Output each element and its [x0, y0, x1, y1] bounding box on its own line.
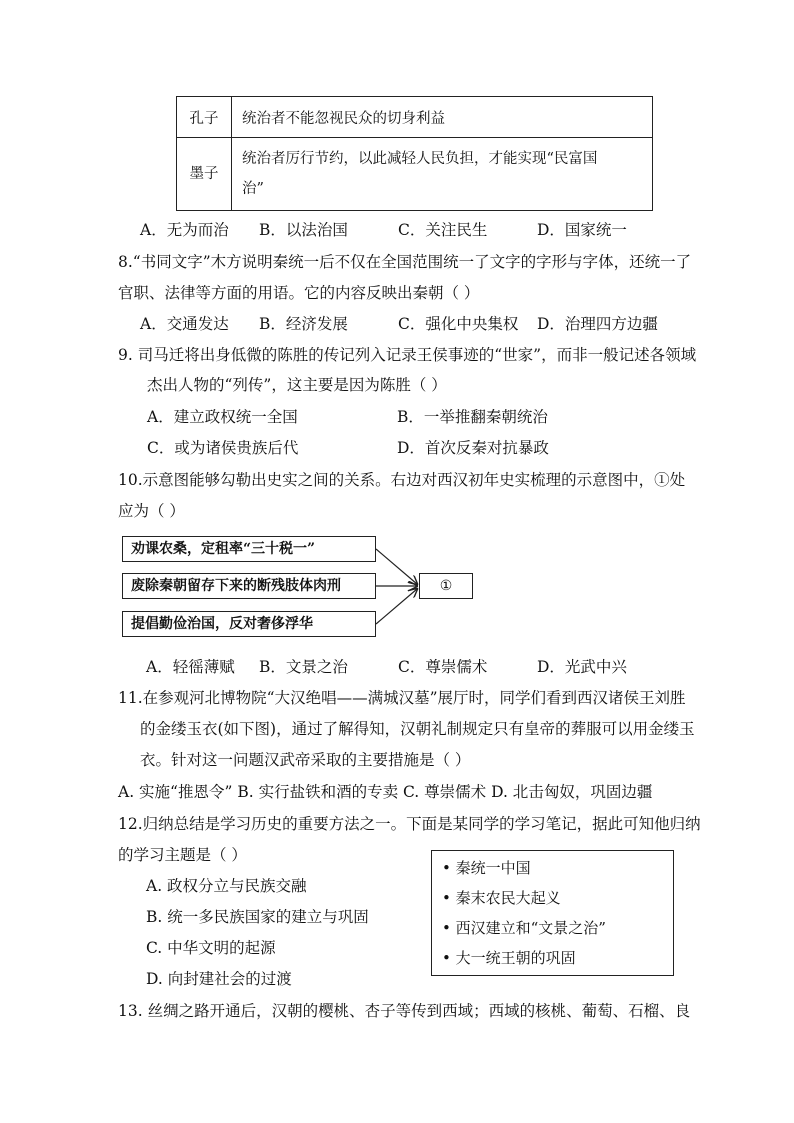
q10-diagram-target: ① — [419, 573, 473, 599]
q8-option-c[interactable]: C．强化中央集权 — [398, 315, 519, 333]
q11-stem-line1: 11.在参观河北博物院“大汉绝唱——满城汉墓”展厅时，同学们看到西汉诸侯王刘胜 — [118, 689, 686, 707]
q12-note-item: • 秦统一中国 — [442, 859, 531, 877]
q10-stem-line2: 应为（ ） — [118, 502, 185, 520]
q8-option-a[interactable]: A．交通发达 — [140, 315, 229, 333]
q7-name-kongzi: 孔子 — [177, 97, 232, 138]
q7-option-a[interactable]: A．无为而治 — [140, 221, 229, 239]
q9-option-d[interactable]: D．首次反秦对抗暴政 — [397, 439, 549, 457]
q10-diagram-box-3: 提倡勤俭治国，反对奢侈浮华 — [122, 611, 376, 637]
q10-option-a[interactable]: A．轻徭薄赋 — [146, 658, 235, 676]
q11-stem-line2: 的金缕玉衣(如下图)，通过了解得知，汉朝礼制规定只有皇帝的葬服可以用金缕玉 — [140, 720, 695, 738]
q12-study-notes — [431, 850, 674, 976]
q7-name-mozi: 墨子 — [177, 138, 232, 211]
q9-stem-line2: 杰出人物的“列传”，这主要是因为陈胜（ ） — [147, 376, 447, 394]
q13-stem-line1: 13. 丝绸之路开通后，汉朝的樱桃、杏子等传到西域；西域的核桃、葡萄、石榴、良 — [118, 1002, 691, 1020]
q12-option-d[interactable]: D. 向封建社会的过渡 — [146, 970, 292, 988]
q10-option-c[interactable]: C．尊崇儒术 — [398, 658, 488, 676]
q12-option-b[interactable]: B. 统一多民族国家的建立与巩固 — [146, 908, 369, 926]
q9-option-b[interactable]: B．一举推翻秦朝统治 — [397, 408, 548, 426]
q12-note-item: • 大一统王朝的巩固 — [442, 949, 576, 967]
q9-option-a[interactable]: A．建立政权统一全国 — [147, 408, 298, 426]
q8-option-b[interactable]: B．经济发展 — [259, 315, 348, 333]
q8-stem-line2: 官职、法律等方面的用语。它的内容反映出秦朝（ ） — [118, 284, 480, 302]
q10-option-b[interactable]: B．文景之治 — [259, 658, 348, 676]
q12-option-c[interactable]: C. 中华文明的起源 — [146, 939, 276, 957]
q7-option-c[interactable]: C．关注民生 — [398, 221, 488, 239]
q10-diagram-box-2: 废除秦朝留存下来的断残肢体肉刑 — [122, 573, 376, 599]
q7-text-mozi: 统治者厉行节约，以此减轻人民负担，才能实现“民富国 治” — [232, 138, 653, 211]
q10-diagram-box-1: 劝课农桑，定租率“三十税一” — [122, 536, 376, 562]
q7-text-kongzi: 统治者不能忽视民众的切身利益 — [232, 97, 653, 138]
q11-options[interactable]: A. 实施“推恩令” B. 实行盐铁和酒的专卖 C. 尊崇儒术 D. 北击匈奴，巩固边疆 — [118, 783, 653, 801]
q11-stem-line3: 衣。针对这一问题汉武帝采取的主要措施是（ ） — [140, 751, 471, 769]
q7-option-b[interactable]: B．以法治国 — [259, 221, 348, 239]
q12-stem-line2: 的学习主题是（ ） — [118, 846, 247, 864]
q12-note-item: • 秦末农民大起义 — [442, 889, 561, 907]
q12-option-a[interactable]: A. 政权分立与民族交融 — [146, 877, 307, 895]
q8-option-d[interactable]: D．治理四方边疆 — [537, 315, 658, 333]
q9-stem-line1: 9. 司马迁将出身低微的陈胜的传记列入记录王侯事迹的“世家”，而非一般记述各领域 — [118, 346, 697, 364]
q12-stem-line1: 12.归纳总结是学习历史的重要方法之一。下面是某同学的学习笔记，据此可知他归纳 — [118, 815, 701, 833]
q10-stem-line1: 10.示意图能够勾勒出史实之间的关系。右边对西汉初年史实梳理的示意图中，①处 — [118, 471, 686, 489]
q12-note-item: • 西汉建立和“文景之治” — [442, 919, 606, 937]
q8-stem-line1: 8.“书同文字”木方说明秦统一后不仅在全国范围统一了文字的字形与字体，还统一了 — [118, 253, 692, 271]
q7-option-d[interactable]: D．国家统一 — [537, 221, 627, 239]
q10-option-d[interactable]: D．光武中兴 — [537, 658, 627, 676]
q9-option-c[interactable]: C．或为诸侯贵族后代 — [147, 439, 299, 457]
